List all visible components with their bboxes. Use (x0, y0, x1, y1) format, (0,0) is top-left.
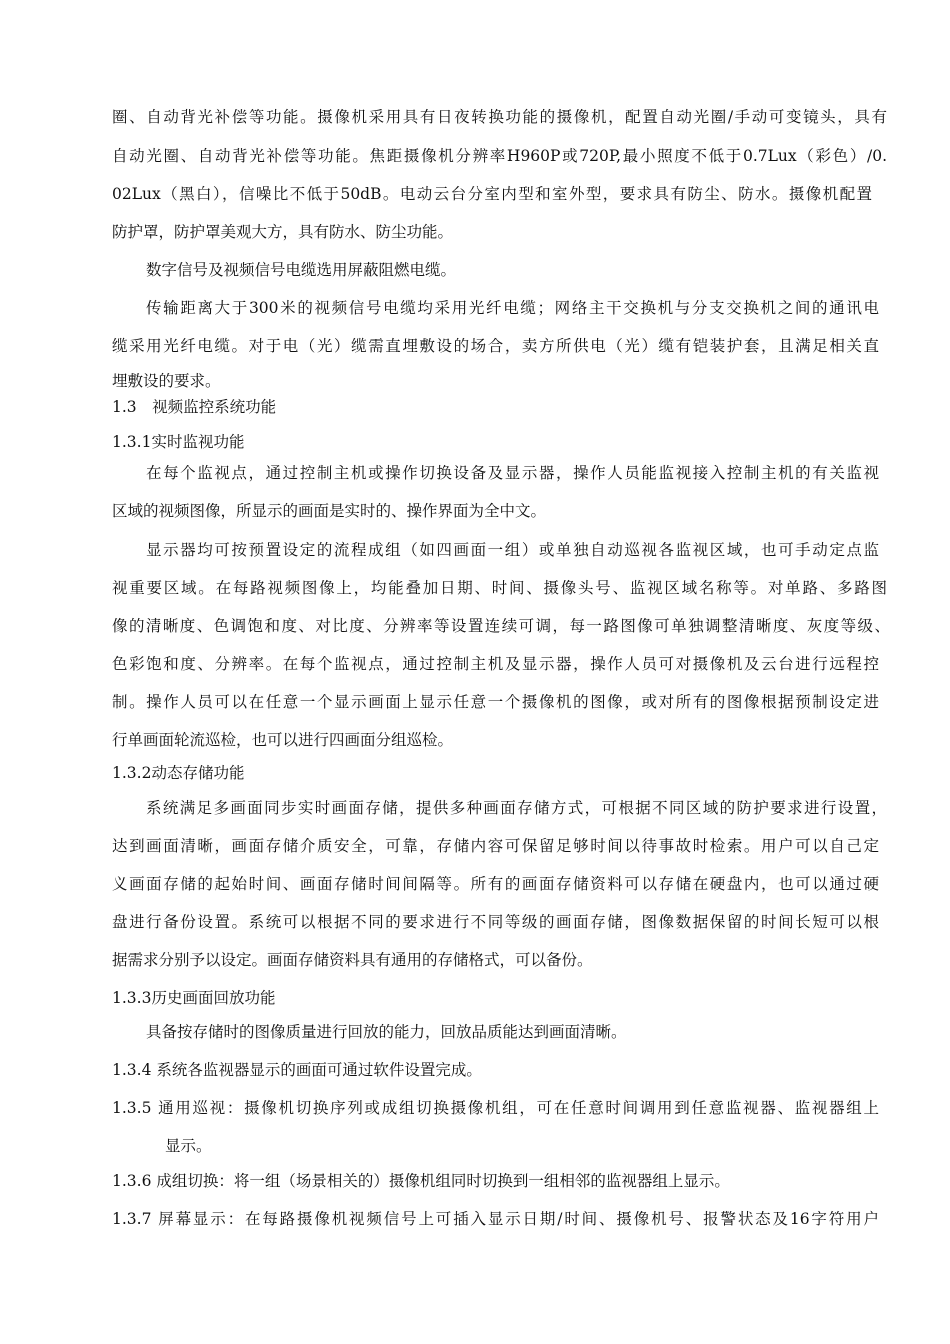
list-item-continuation: 显示。 (165, 1137, 212, 1155)
subsection-heading: 1.3.2动态存储功能 (112, 764, 245, 782)
paragraph-line: 据需求分别予以设定。画面存储资料具有通用的存储格式，可以备份。 (112, 951, 593, 969)
paragraph-line: 埋敷设的要求。 (112, 372, 221, 390)
paragraph-line: 在每个监视点，通过控制主机或操作切换设备及显示器，操作人员能监视接入控制主机的有关监视 (146, 464, 879, 482)
paragraph-line: 达到画面清晰，画面存储介质安全，可靠，存储内容可保留足够时间以待事故时检索。用户可以自己定 (112, 837, 879, 855)
subsection-heading: 1.3.3历史画面回放功能 (112, 989, 276, 1007)
paragraph-line: 传输距离大于300米的视频信号电缆均采用光纤电缆；网络主干交换机与分支交换机之间的通讯电 (146, 299, 879, 317)
paragraph-line: 制。操作人员可以在任意一个显示画面上显示任意一个摄像机的图像，或对所有的图像根据预制设定进 (112, 693, 879, 711)
paragraph-line: 色彩饱和度、分辨率。在每个监视点，通过控制主机及显示器，操作人员可对摄像机及云台进行远程控 (112, 655, 879, 673)
paragraph-line: 显示器均可按预置设定的流程成组（如四画面一组）或单独自动巡视各监视区域，也可手动定点监 (146, 541, 879, 559)
paragraph-line: 防护罩，防护罩美观大方，具有防水、防尘功能。 (112, 223, 454, 241)
paragraph-line: 像的清晰度、色调饱和度、对比度、分辨率等设置连续可调，每一路图像可单独调整清晰度、灰度等级、 (112, 617, 890, 635)
section-heading: 1.3 视频监控系统功能 (112, 398, 277, 416)
subsection-heading: 1.3.1实时监视功能 (112, 433, 245, 451)
list-item: 1.3.4 系统各监视器显示的画面可通过软件设置完成。 (112, 1061, 482, 1079)
list-item: 1.3.7 屏幕显示：在每路摄像机视频信号上可插入显示日期/时间、摄像机号、报警状态及16字符用户 (112, 1210, 879, 1228)
paragraph-line: 缆采用光纤电缆。对于电（光）缆需直埋敷设的场合，卖方所供电（光）缆有铠装护套，且满足相关直 (112, 337, 879, 355)
paragraph-line: 系统满足多画面同步实时画面存储，提供多种画面存储方式，可根据不同区域的防护要求进行设置， (146, 799, 887, 817)
paragraph-line: 02Lux（黑白），信噪比不低于50dB。电动云台分室内型和室外型，要求具有防尘、防水。摄像机配置 (112, 185, 872, 203)
paragraph-line: 盘进行备份设置。系统可以根据不同的要求进行不同等级的画面存储，图像数据保留的时间长短可以根 (112, 913, 879, 931)
list-item: 1.3.5 通用巡视：摄像机切换序列或成组切换摄像机组，可在任意时间调用到任意监视器、监视器组上 (112, 1099, 879, 1117)
paragraph-line: 义画面存储的起始时间、画面存储时间间隔等。所有的画面存储资料可以存储在硬盘内，也可以通过硬 (112, 875, 879, 893)
paragraph-line: 区域的视频图像，所显示的画面是实时的、操作界面为全中文。 (112, 502, 547, 520)
paragraph-line: 数字信号及视频信号电缆选用屏蔽阻燃电缆。 (146, 261, 457, 279)
list-item: 1.3.6 成组切换：将一组（场景相关的）摄像机组同时切换到一组相邻的监视器组上显示。 (112, 1172, 730, 1190)
paragraph-line: 行单画面轮流巡检，也可以进行四画面分组巡检。 (112, 731, 454, 749)
paragraph-line: 视重要区域。在每路视频图像上，均能叠加日期、时间、摄像头号、监视区域名称等。对单路、多路图 (112, 579, 887, 597)
paragraph-line: 具备按存储时的图像质量进行回放的能力，回放品质能达到画面清晰。 (146, 1023, 627, 1041)
paragraph-line: 圈、自动背光补偿等功能。摄像机采用具有日夜转换功能的摄像机，配置自动光圈/手动可变镜头，具有 (112, 108, 887, 126)
paragraph-line: 自动光圈、自动背光补偿等功能。焦距摄像机分辨率H960P或720P,最小照度不低于0.7Lux（彩色）/0. (112, 147, 887, 165)
